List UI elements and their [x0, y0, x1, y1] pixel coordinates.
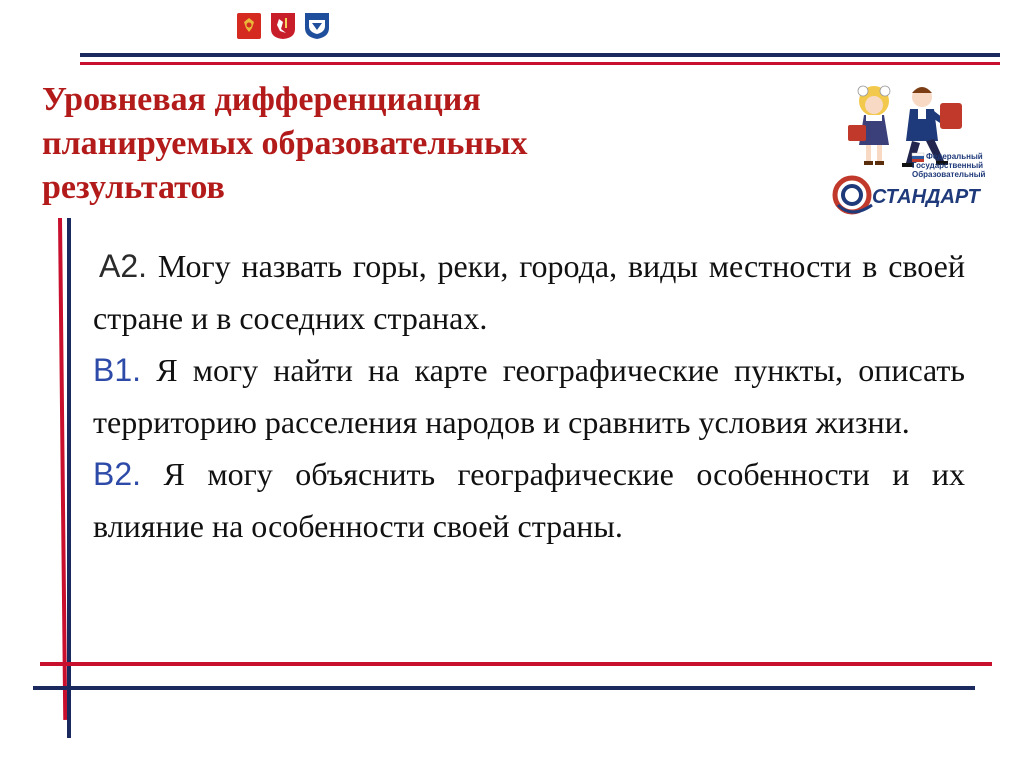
outcome-code: В1. [93, 352, 142, 388]
logo-text-line-1: Федеральный [926, 152, 983, 161]
outcome-item-a2 [93, 240, 965, 344]
logo-text-line-3: Образовательный [912, 170, 986, 179]
left-blue-vertical-line [67, 218, 71, 738]
logo-text-line-2: Государственный [912, 161, 984, 170]
bottom-red-line [40, 662, 992, 666]
outcome-text: Я могу объяснить географические особенности и их влияние на особенности своей страны. [93, 456, 966, 544]
outcome-code: А2. [99, 248, 148, 284]
outcome-text: Могу назвать горы, реки, города, виды местности в своей стране и в соседних странах. [93, 248, 966, 336]
russian-coat-of-arms-icon [236, 12, 262, 40]
outcome-code: В2. [93, 456, 142, 492]
standard-swirl-icon [835, 178, 872, 212]
title-line-3: результатов [42, 169, 225, 206]
girl-figure-icon [848, 86, 890, 165]
outcomes-list [93, 240, 965, 552]
outcome-text: Я могу найти на карте географические пункты, описать территорию расселения народов и сравнить условия жизни. [93, 352, 966, 440]
outcome-item-b1 [93, 344, 965, 448]
education-department-emblem-icon [304, 12, 330, 40]
title-line-2: планируемых образовательных [42, 125, 528, 162]
bottom-blue-line [33, 686, 975, 690]
page-title [42, 78, 802, 210]
left-red-vertical-line [58, 218, 67, 720]
top-red-line [80, 62, 1000, 65]
top-blue-line [80, 53, 1000, 57]
fgos-standard-logo [828, 75, 990, 220]
moscow-coat-of-arms-icon [270, 12, 296, 40]
logo-brand-text: СТАНДАРТ [872, 186, 980, 208]
title-line-1: Уровневая дифференциация [42, 81, 481, 118]
outcome-item-b2 [93, 448, 965, 552]
